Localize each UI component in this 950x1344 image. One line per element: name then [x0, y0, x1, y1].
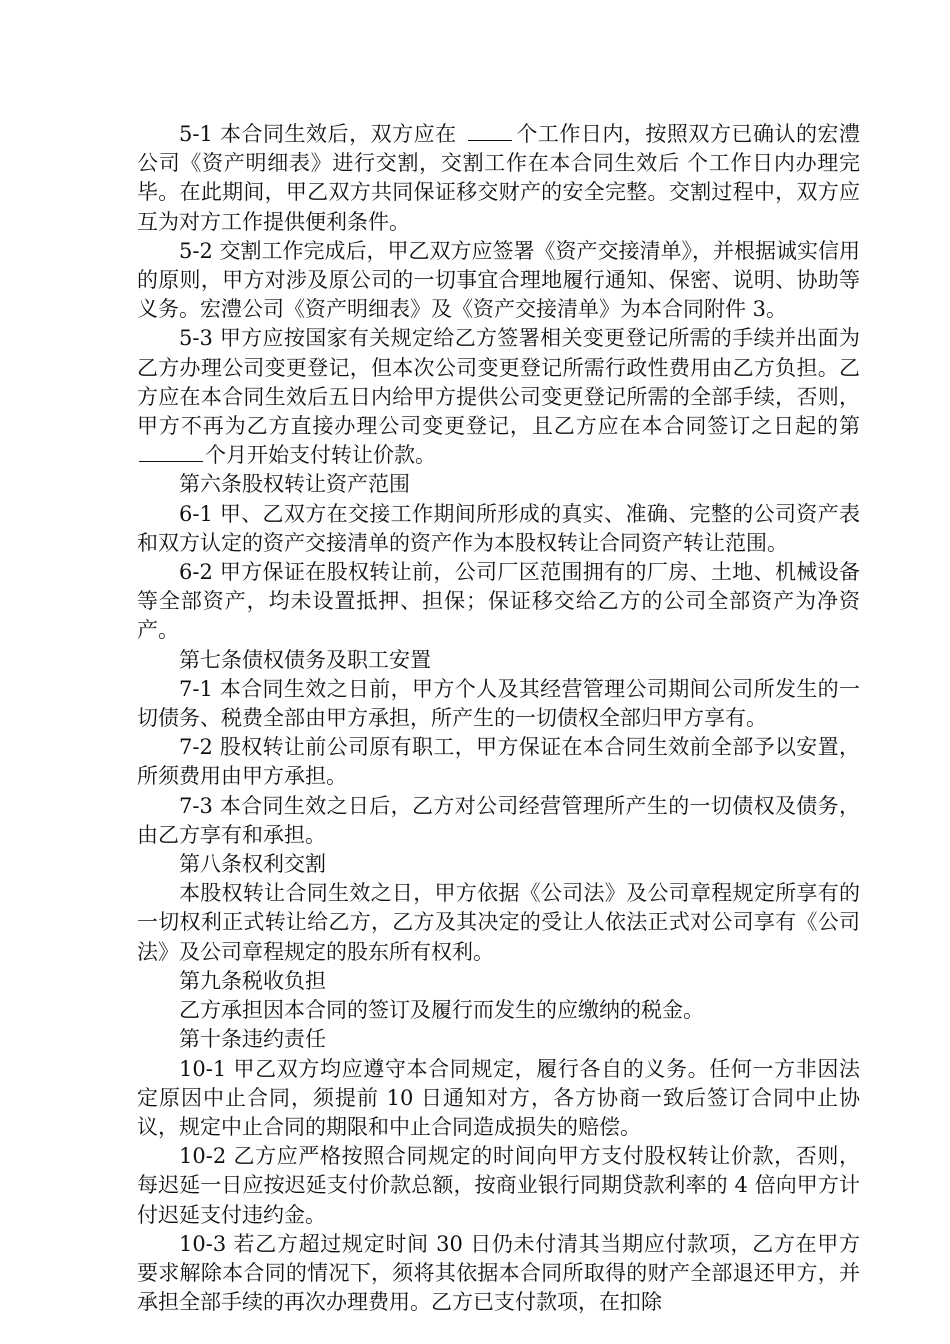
article-7-heading: 第七条债权债务及职工安置 — [179, 647, 431, 672]
document-page — [137, 120, 860, 1317]
clause-5-1-text-b: 个工作日内，按照双方已确认的宏澧公司《资产明细表》进行交割，交割工作在本合同生效后 个工作日内办理完毕。在此期间，甲乙双方共同保证移交财产的安全完整。交割过程中，双方应互为对方工作提供便利条件。 — [137, 122, 861, 234]
blank-line — [468, 122, 512, 141]
clause-5-2: 5-2 交割工作完成后，甲乙双方应签署《资产交接清单》，并根据诚实信用的原则，甲方对涉及原公司的一切事宜合理地履行通知、保密、说明、协助等义务。宏澧公司《资产明细表》及《资产交接清单》为本合同附件 3。 — [137, 238, 860, 322]
clause-9: 乙方承担因本合同的签订及履行而发生的应缴纳的税金。 — [179, 998, 704, 1023]
clause-6-2: 6-2 甲方保证在股权转让前，公司厂区范围拥有的厂房、土地、机械设备等全部资产，均未设置抵押、担保；保证移交给乙方的公司全部资产为净资产。 — [137, 560, 860, 643]
article-8-heading: 第八条权利交割 — [179, 852, 326, 877]
clause-10-1: 10-1 甲乙双方均应遵守本合同规定，履行各自的义务。任何一方非因法定原因中止合同，须提前 10 日通知对方，各方协商一致后签订合同中止协议，规定中止合同的期限和中止合同造成损失的赔偿。 — [137, 1056, 860, 1139]
clause-8: 本股权转让合同生效之日，甲方依据《公司法》及公司章程规定所享有的一切权利正式转让给乙方，乙方及其决定的受让人依法正式对公司享有《公司法》及公司章程规定的股东所有权利。 — [137, 881, 860, 964]
clause-7-3: 7-3 本合同生效之日后，乙方对公司经营管理所产生的一切债权及债务，由乙方享有和承担。 — [137, 793, 860, 847]
clause-5-1-text-a: 5-1 本合同生效后，双方应在 — [179, 122, 464, 146]
clause-7-1: 7-1 本合同生效之日前，甲方个人及其经营管理公司期间公司所发生的一切债务、税费全部由甲方承担，所产生的一切债权全部归甲方享有。 — [137, 676, 860, 731]
clause-10-2: 10-2 乙方应严格按照合同规定的时间向甲方支付股权转让价款，否则，每迟延一日应按迟延支付价款总额，按商业银行同期贷款利率的 4 倍向甲方计付迟延支付违约金。 — [137, 1144, 860, 1227]
clause-6-1: 6-1 甲、乙双方在交接工作期间所形成的真实、准确、完整的公司资产表和双方认定的资产交接清单的资产作为本股权转让合同资产转让范围。 — [137, 501, 860, 555]
clause-7-2: 7-2 股权转让前公司原有职工，甲方保证在本合同生效前全部予以安置，所须费用由甲方承担。 — [137, 735, 860, 789]
article-6-heading: 第六条股权转让资产范围 — [179, 472, 410, 497]
clause-5-1 — [137, 120, 860, 237]
clause-5-3-text-a: 5-3 甲方应按国家有关规定给乙方签署相关变更登记所需的手续并出面为乙方办理公司变更登记，但本次公司变更登记所需行政性费用由乙方负担。乙方应在本合同生效后五日内给甲方提供公司变更登记所需的全部手续，否则，甲方不再为乙方直接办理公司变更登记，且乙方应在本合同签订之日起的第 — [137, 326, 860, 439]
article-10-heading: 第十条违约责任 — [179, 1027, 326, 1052]
blank-line — [139, 443, 203, 462]
clause-10-3: 10-3 若乙方超过规定时间 30 日仍未付清其当期应付款项，乙方在甲方要求解除本合同的情况下，须将其依据本合同所取得的财产全部退还甲方，并承担全部手续的再次办理费用。乙方已支付款项，在扣除 — [137, 1231, 860, 1315]
article-9-heading: 第九条税收负担 — [179, 968, 326, 993]
clause-5-3-text-b: 个月开始支付转让价款。 — [205, 443, 436, 468]
clause-5-3 — [137, 324, 860, 470]
